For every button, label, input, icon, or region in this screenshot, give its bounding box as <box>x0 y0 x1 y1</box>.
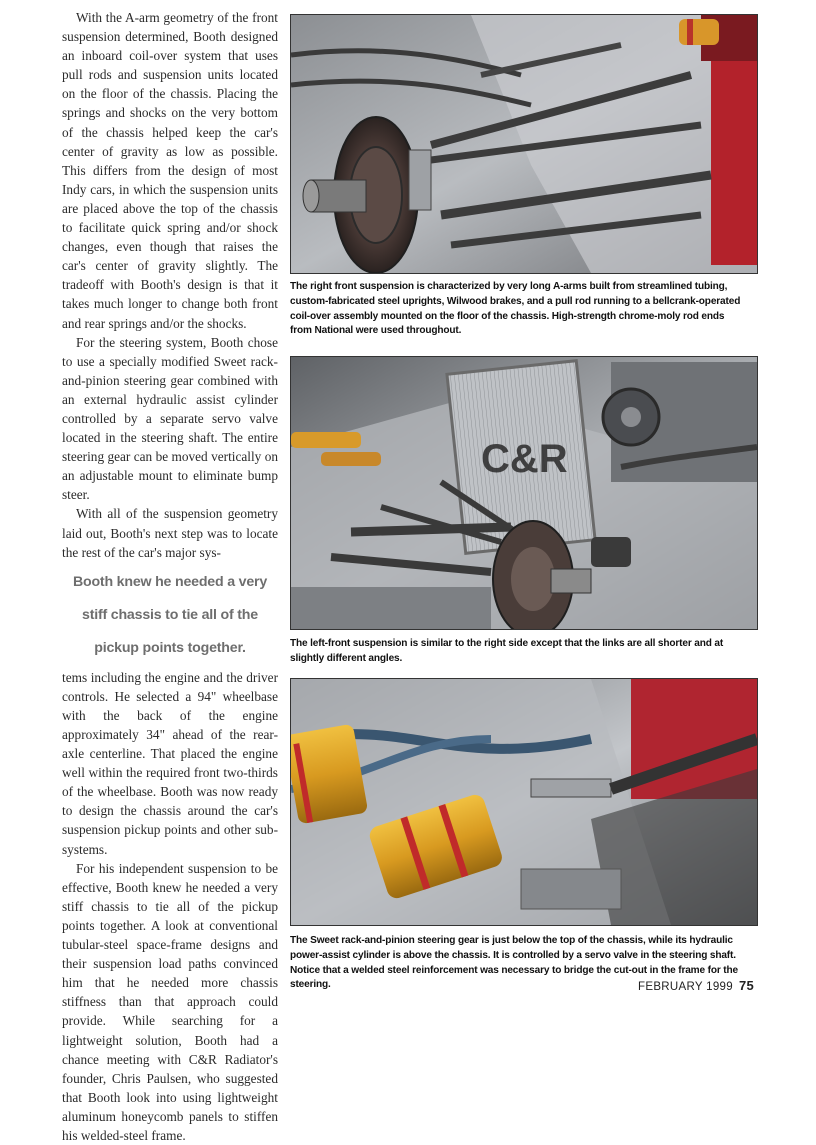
pull-quote-line: Booth knew he needed a very <box>72 573 268 590</box>
radiator-logo: C&R <box>481 437 568 481</box>
suspension-photo-illustration <box>291 357 757 629</box>
issue-date: FEBRUARY 1999 <box>638 981 733 993</box>
article-paragraph: tems including the engine and the driver controls. He selected a 94" wheelbase with the back of the engine approximately 34" ahead of the rear-axle centerline. That placed the engine well within the required front two-thirds of the wheelbase. Booth was now ready to design the chassis around the car's suspension pickup points and other sub-systems. <box>62 669 278 857</box>
photo-left-front-suspension <box>290 356 758 630</box>
steering-photo-illustration <box>291 679 757 925</box>
photo-caption: The right front suspension is characterized by very long A-arms built from streamlined tubing, custom-fabricated steel uprights, Wilwood brakes, and a pull rod running to a bellcrank-operated coil-over assembly mounted on the floor of the chassis. High-strength chrome-moly rod ends from National were used throughout. <box>290 281 741 337</box>
photo-caption: The Sweet rack-and-pinion steering gear is just below the top of the chassis, while its hydraulic power-assist cylinder is above the chassis. It is controlled by a servo valve in the steering shaft. Notice that a welded steel reinforcement was necessary to bridge the cut-out in the frame for the steering. <box>290 935 738 991</box>
article-body-bottom <box>62 668 278 1145</box>
article-paragraph: For the steering system, Booth chose to use a specially modified Sweet rack-and-pinion steering gear combined with an external hydraulic assist cylinder controlled by a separate servo valve located in the steering shaft. The entire steering gear can be moved vertically on an adjustable mount to eliminate bump steer. <box>62 334 278 503</box>
page-number: 75 <box>738 978 754 993</box>
article-paragraph: With all of the suspension geometry laid out, Booth's next step was to locate the rest of the car's major sys- <box>62 506 278 560</box>
article-paragraph: With the A-arm geometry of the front suspension determined, Booth designed an inboard coil-over system that uses pull rods and suspension units located on the floor of the chassis. Placing the springs and shocks on the very bottom of the chassis helped keep the car's center of gravity as low as possible. This differs from the design of most Indy cars, in which the suspension units are placed above the top of the chassis to facilitate quick spring and/or shock changes, even though that raises the car's center of gravity slightly. The tradeoff with Booth's design is that it takes much longer to change both front and rear springs and/or the shocks. <box>62 10 278 331</box>
article-column <box>62 8 278 1145</box>
pull-quote-line: pickup points together. <box>94 639 246 656</box>
photo-right-front-suspension <box>290 14 758 274</box>
pull-quote-line: stiff chassis to tie all of the <box>82 606 258 623</box>
page-footer <box>638 978 754 993</box>
article-body-top <box>62 8 278 562</box>
photo-caption: The left-front suspension is similar to the right side except that the links are all shorter and at slightly different angles. <box>290 638 724 664</box>
pull-quote <box>62 566 278 665</box>
suspension-photo-illustration <box>291 15 757 273</box>
photo-steering-gear <box>290 678 758 926</box>
article-paragraph: For his independent suspension to be effective, Booth knew he needed a very stiff chassis to tie all of the pickup points together. A look at conventional tubular-steel space-frame designs and their suspension load paths convinced him that he needed more chassis stiffness than that approach could provide. While searching for a lightweight solution, Booth had a chance meeting with C&R Radiator's founder, Chris Paulsen, who suggested that Booth look into using lightweight aluminum honeycomb panels to stiffen his welded-steel frame. <box>62 860 278 1143</box>
